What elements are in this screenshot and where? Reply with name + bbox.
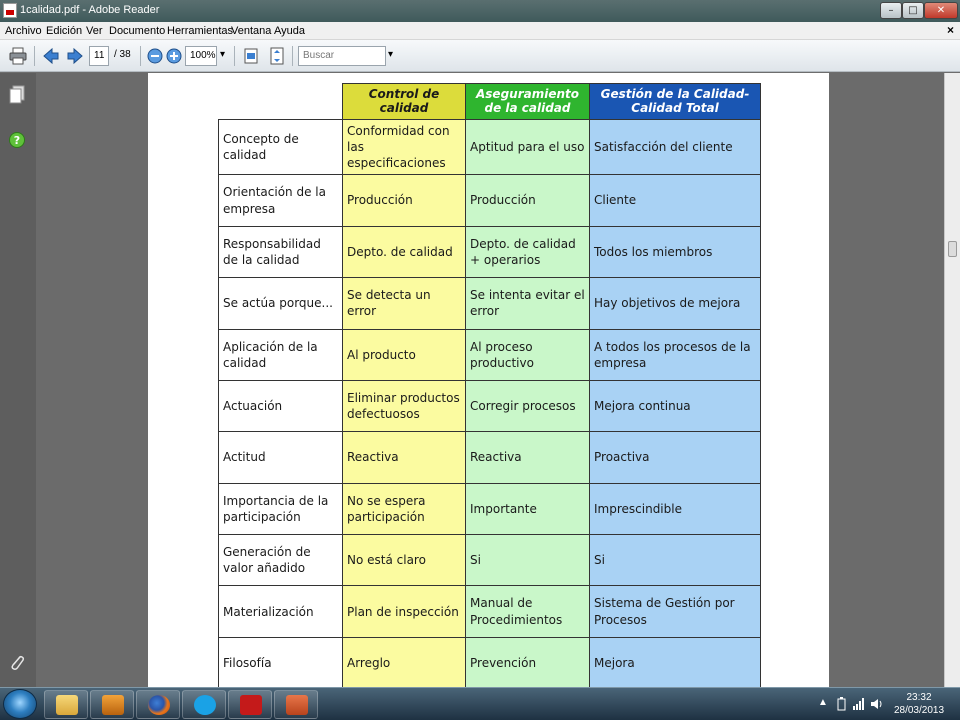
search-input[interactable]: Buscar bbox=[298, 46, 386, 66]
zoom-out-icon bbox=[146, 47, 164, 65]
row-label: Concepto de calidad bbox=[219, 119, 343, 175]
fit-page-button[interactable] bbox=[268, 47, 286, 69]
toolbar-separator bbox=[234, 46, 235, 66]
zoom-out-button[interactable] bbox=[146, 47, 164, 69]
table-corner bbox=[219, 84, 343, 120]
menu-herramientas[interactable]: Herramientas bbox=[167, 25, 234, 37]
cell-aseguramiento: Al proceso productivo bbox=[466, 329, 590, 380]
page-number-input[interactable]: 11 bbox=[89, 46, 109, 66]
cell-gestion: Si bbox=[590, 535, 761, 586]
cell-gestion: Mejora continua bbox=[590, 380, 761, 431]
row-label: Generación de valor añadido bbox=[219, 535, 343, 586]
zoom-in-icon bbox=[165, 47, 183, 65]
adobe-reader-icon bbox=[3, 3, 17, 18]
taskbar-powerpoint[interactable] bbox=[274, 690, 318, 719]
fit-page-icon bbox=[268, 47, 286, 65]
cell-aseguramiento: Depto. de calidad + operarios bbox=[466, 226, 590, 277]
cell-aseguramiento: Corregir procesos bbox=[466, 380, 590, 431]
header-control-calidad: Control de calidad bbox=[343, 84, 466, 120]
cell-gestion: Imprescindible bbox=[590, 483, 761, 534]
menu-bar bbox=[0, 22, 960, 40]
cell-gestion: A todos los procesos de la empresa bbox=[590, 329, 761, 380]
vertical-scrollbar[interactable] bbox=[944, 73, 960, 687]
cell-control: Reactiva bbox=[343, 432, 466, 483]
row-label: Actitud bbox=[219, 432, 343, 483]
adobe-reader-taskbar-icon bbox=[240, 695, 262, 715]
page-total: / 38 bbox=[114, 49, 131, 60]
clock-time: 23:32 bbox=[906, 692, 932, 703]
volume-icon[interactable] bbox=[870, 697, 884, 711]
network-icon[interactable] bbox=[852, 697, 866, 711]
table-row bbox=[219, 380, 761, 431]
table-row bbox=[219, 226, 761, 277]
zoom-in-button[interactable] bbox=[165, 47, 183, 69]
taskbar-media-player[interactable] bbox=[90, 690, 134, 719]
menu-documento[interactable]: Documento bbox=[109, 25, 166, 37]
table-row bbox=[219, 278, 761, 329]
cell-control: Producción bbox=[343, 175, 466, 226]
folder-icon bbox=[56, 695, 78, 715]
cell-control: Depto. de calidad bbox=[343, 226, 466, 277]
toolbar-separator bbox=[292, 46, 293, 66]
toolbar-separator bbox=[34, 46, 35, 66]
print-icon bbox=[9, 47, 27, 65]
powerpoint-icon bbox=[286, 695, 308, 715]
cell-gestion: Sistema de Gestión por Procesos bbox=[590, 586, 761, 637]
table-row bbox=[219, 483, 761, 534]
cell-aseguramiento: Se intenta evitar el error bbox=[466, 278, 590, 329]
quality-comparison-table bbox=[218, 83, 761, 689]
taskbar-adobe-reader[interactable] bbox=[228, 690, 272, 719]
fit-width-icon bbox=[242, 47, 260, 65]
cell-gestion: Hay objetivos de mejora bbox=[590, 278, 761, 329]
cell-control: No se espera participación bbox=[343, 483, 466, 534]
toolbar bbox=[0, 40, 960, 72]
zoom-level-input[interactable]: 100% bbox=[185, 46, 217, 66]
svg-text:?: ? bbox=[13, 134, 21, 147]
table-row bbox=[219, 329, 761, 380]
cell-control: Al producto bbox=[343, 329, 466, 380]
next-page-icon bbox=[66, 47, 84, 65]
row-label: Responsabilidad de la calidad bbox=[219, 226, 343, 277]
skype-icon bbox=[194, 695, 216, 715]
cell-control: No está claro bbox=[343, 535, 466, 586]
search-dropdown-chevron-icon[interactable]: ▾ bbox=[388, 49, 394, 60]
table-row bbox=[219, 586, 761, 637]
menu-edicion[interactable]: Edición bbox=[46, 25, 83, 37]
attachment-icon[interactable] bbox=[8, 653, 26, 673]
print-button[interactable] bbox=[9, 47, 27, 69]
cell-gestion: Mejora bbox=[590, 637, 761, 688]
table-row bbox=[219, 535, 761, 586]
cell-aseguramiento: Si bbox=[466, 535, 590, 586]
cell-control: Arreglo bbox=[343, 637, 466, 688]
row-label: Se actúa porque... bbox=[219, 278, 343, 329]
show-hidden-icons-chevron-icon[interactable]: ▲ bbox=[818, 697, 828, 708]
row-label: Actuación bbox=[219, 380, 343, 431]
table-row bbox=[219, 432, 761, 483]
pdf-page bbox=[148, 73, 829, 687]
cell-gestion: Todos los miembros bbox=[590, 226, 761, 277]
navigation-panel bbox=[0, 73, 36, 687]
cell-control: Plan de inspección bbox=[343, 586, 466, 637]
taskbar-explorer[interactable] bbox=[44, 690, 88, 719]
cell-aseguramiento: Reactiva bbox=[466, 432, 590, 483]
document-close-button[interactable]: × bbox=[946, 23, 954, 37]
cell-gestion: Satisfacción del cliente bbox=[590, 119, 761, 175]
scrollbar-thumb[interactable] bbox=[948, 241, 957, 257]
cell-control: Conformidad con las especificaciones bbox=[343, 119, 466, 175]
media-player-icon bbox=[102, 695, 124, 715]
cell-control: Se detecta un error bbox=[343, 278, 466, 329]
taskbar bbox=[0, 687, 960, 720]
system-clock[interactable] bbox=[884, 691, 954, 717]
fit-width-button[interactable] bbox=[242, 47, 260, 69]
menu-ventana[interactable]: Ventana bbox=[231, 25, 272, 37]
cell-aseguramiento: Manual de Procedimientos bbox=[466, 586, 590, 637]
minimize-button[interactable]: – bbox=[880, 2, 902, 19]
cell-aseguramiento: Aptitud para el uso bbox=[466, 119, 590, 175]
row-label: Importancia de la participación bbox=[219, 483, 343, 534]
table-row bbox=[219, 637, 761, 688]
toolbar-separator bbox=[140, 46, 141, 66]
cell-aseguramiento: Prevención bbox=[466, 637, 590, 688]
table-row bbox=[219, 119, 761, 175]
row-label: Filosofía bbox=[219, 637, 343, 688]
help-icon[interactable] bbox=[8, 131, 26, 149]
row-label: Aplicación de la calidad bbox=[219, 329, 343, 380]
prev-page-icon bbox=[42, 47, 60, 65]
prev-page-button[interactable] bbox=[42, 47, 60, 69]
row-label: Orientación de la empresa bbox=[219, 175, 343, 226]
window-title: 1calidad.pdf - Adobe Reader bbox=[20, 4, 160, 16]
maximize-button[interactable]: □ bbox=[902, 2, 924, 19]
menu-ayuda[interactable]: Ayuda bbox=[274, 25, 305, 37]
header-gestion-calidad-total: Gestión de la Calidad-Calidad Total bbox=[590, 84, 761, 120]
taskbar-firefox[interactable] bbox=[136, 690, 180, 719]
zoom-dropdown-chevron-icon[interactable]: ▾ bbox=[220, 49, 226, 60]
cell-gestion: Proactiva bbox=[590, 432, 761, 483]
menu-ver[interactable]: Ver bbox=[86, 25, 103, 37]
battery-icon[interactable] bbox=[836, 697, 848, 711]
cell-control: Eliminar productos defectuosos bbox=[343, 380, 466, 431]
taskbar-skype[interactable] bbox=[182, 690, 226, 719]
cell-aseguramiento: Importante bbox=[466, 483, 590, 534]
row-label: Materialización bbox=[219, 586, 343, 637]
cell-aseguramiento: Producción bbox=[466, 175, 590, 226]
header-aseguramiento: Aseguramiento de la calidad bbox=[466, 84, 590, 120]
table-row bbox=[219, 175, 761, 226]
close-button[interactable]: ✕ bbox=[924, 2, 958, 19]
cell-gestion: Cliente bbox=[590, 175, 761, 226]
menu-archivo[interactable]: Archivo bbox=[5, 25, 42, 37]
document-canvas bbox=[36, 73, 944, 687]
title-bar bbox=[0, 0, 960, 22]
pages-panel-icon[interactable] bbox=[8, 85, 26, 105]
firefox-icon bbox=[148, 695, 170, 715]
start-button[interactable] bbox=[3, 689, 37, 719]
next-page-button[interactable] bbox=[66, 47, 84, 69]
clock-date: 28/03/2013 bbox=[893, 705, 945, 716]
